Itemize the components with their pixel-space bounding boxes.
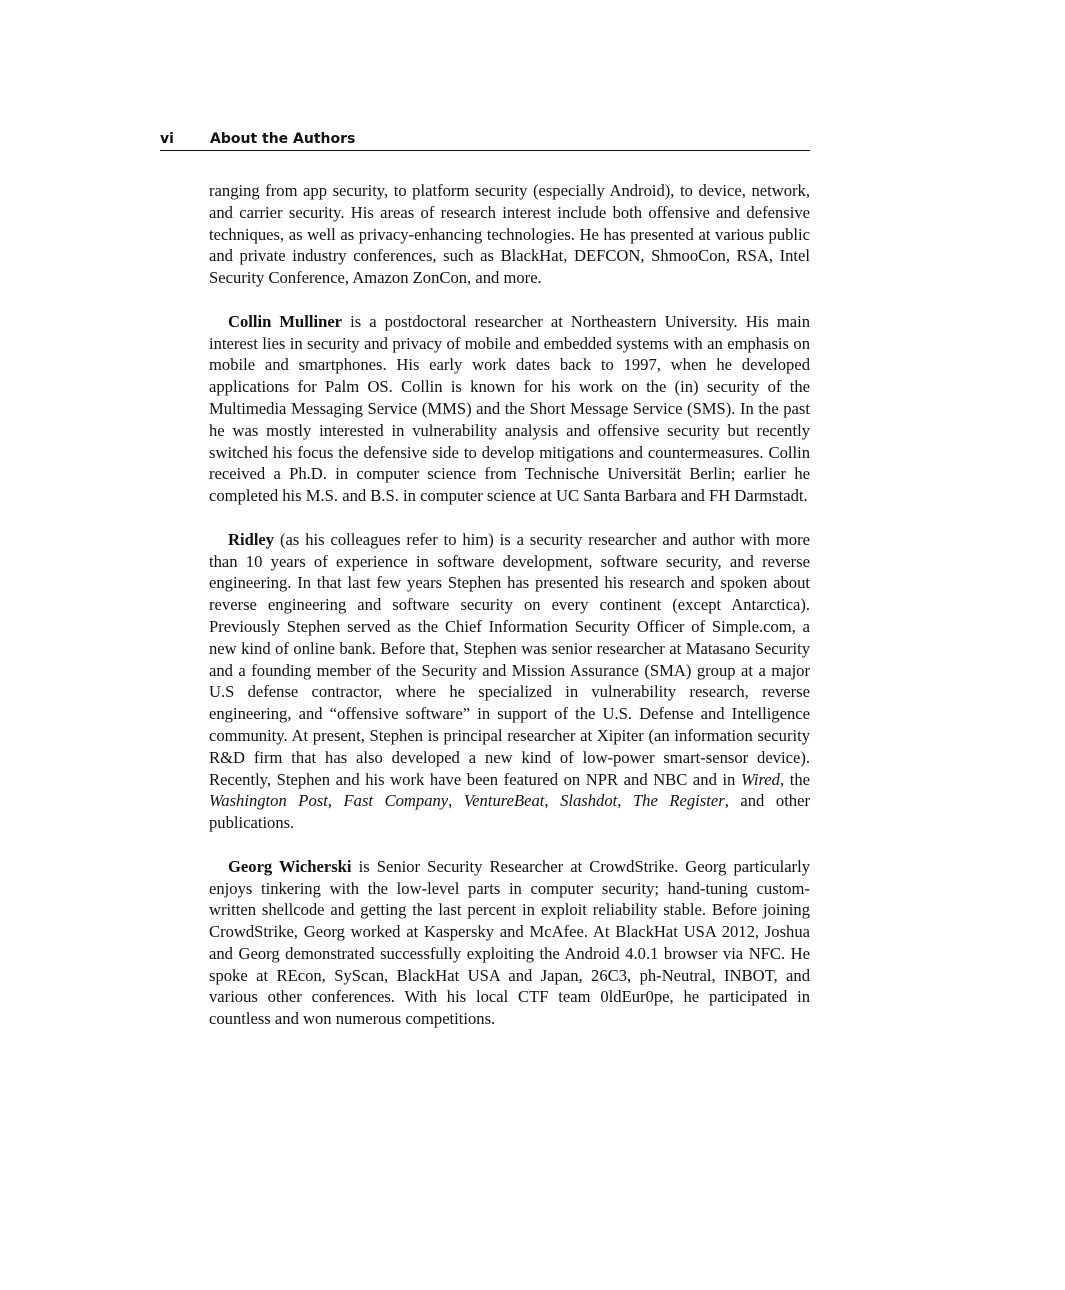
separator: , <box>327 791 344 811</box>
bio-text: (as his colleagues refer to him) is a security researcher and author with more than 10 years of experience in software development, software security, and reverse engineering. In that last few years Stephen has presented his research and spoken about reverse engineering and software security on every continent (except Antarctica). Previously Stephen served as the Chief Information Security Officer of Simple.com, a new kind of online bank. Before that, Stephen was senior researcher at Matasano Security and a founding member of the Security and Mission Assurance (SMA) group at a major U.S defense contractor, where he specialized in vulnerability research, reverse engineering, and “offensive software” in support of the U.S. Defense and Intelligence community. At present, Stephen is principal researcher at Xipiter (an information security R&D firm that has also developed a new kind of low-power smart-sensor device). Recently, Stephen and his work have been featured on NPR and NBC and in <box>209 529 810 789</box>
publication-title: Fast Company <box>343 791 449 811</box>
bio-collin-mulliner <box>209 311 810 507</box>
publication-title: Washington Post <box>209 791 328 811</box>
bio-text-tail: , and other publications. <box>209 791 810 833</box>
publication-title: The Register <box>632 791 725 811</box>
author-name: Georg Wicherski <box>228 856 352 876</box>
author-name: Ridley <box>228 529 275 549</box>
bio-ridley <box>209 529 810 834</box>
page-body <box>209 180 810 1052</box>
running-title: About the Authors <box>210 131 356 147</box>
author-name: Collin Mulliner <box>228 311 343 331</box>
page-number: vi <box>160 131 174 147</box>
separator: , <box>544 791 561 811</box>
publication-title: Slashdot <box>560 791 618 811</box>
publication-title: Wired <box>740 769 780 789</box>
paragraph-continuation <box>209 180 810 289</box>
paragraph-text: ranging from app security, to platform security (especially Android), to device, network, and carrier security. His areas of research interest include both offensive and defensive techniques, as well as privacy-enhancing technologies. He has presented at various public and private industry conferences, such as BlackHat, DEFCON, ShmooCon, RSA, Intel Security Conference, Amazon ZonCon, and more. <box>209 181 810 288</box>
bio-georg-wicherski <box>209 856 810 1030</box>
bio-text: is a postdoctoral researcher at Northeastern University. His main interest lies in security and privacy of mobile and embedded systems with an emphasis on mobile and smartphones. His early work dates back to 1997, when he developed applications for Palm OS. Collin is known for his work on the (in) security of the Multimedia Messaging Service (MMS) and the Short Message Service (SMS). In the past he was mostly interested in vulnerability analysis and offensive security but recently switched his focus the defensive side to develop mitigations and countermeasures. Collin received a Ph.D. in computer science from Technische Universität Berlin; earlier he completed his M.S. and B.S. in computer science at UC Santa Barbara and FH Darmstadt. <box>209 311 810 506</box>
separator: , the <box>779 769 810 789</box>
running-header <box>160 130 810 151</box>
separator: , <box>617 791 633 811</box>
publication-title: VentureBeat <box>463 791 545 811</box>
bio-text: is Senior Security Researcher at CrowdStrike. Georg particularly enjoys tinkering with the low-level parts in computer security; hand-tuning custom-written shellcode and getting the last percent in exploit reliability stable. Before joining CrowdStrike, Georg worked at Kaspersky and McAfee. At BlackHat USA 2012, Joshua and Georg demonstrated successfully exploiting the Android 4.0.1 browser via NFC. He spoke at REcon, SyScan, BlackHat USA and Japan, 26C3, ph-Neutral, INBOT, and various other conferences. With his local CTF team 0ldEur0pe, he participated in countless and won numerous competitions. <box>209 856 810 1029</box>
separator: , <box>448 791 464 811</box>
